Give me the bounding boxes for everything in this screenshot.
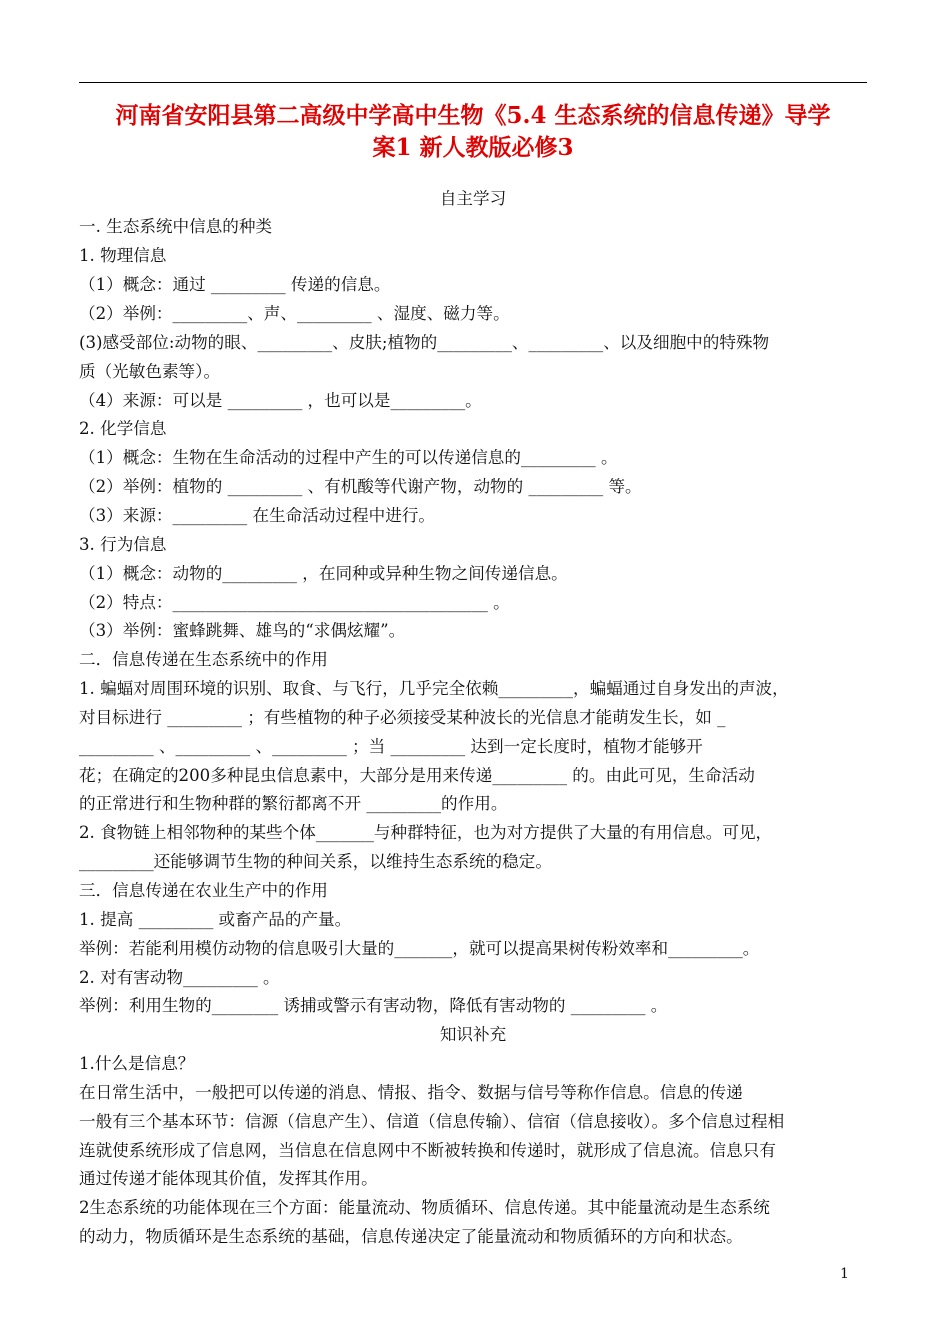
page-number: 1: [840, 1266, 849, 1282]
text-line: 对目标进行 _________ ；有些植物的种子必须接受某种波长的光信息才能萌发生长，如 _: [79, 708, 726, 727]
text-line: 3. 行为信息: [79, 535, 167, 554]
text-line: （4）来源：可以是 _________ ，也可以是_________。: [79, 391, 482, 410]
doc-title-line1: 河南省安阳县第二高级中学高中生物《5.4 生态系统的信息传递》导学: [115, 102, 831, 129]
header-rule: [79, 82, 867, 83]
text-line: （2）举例：_________、声、_________ 、湿度、磁力等。: [79, 304, 510, 323]
knowledge-line: 通过传递才能体现其价值，发挥其作用。: [79, 1169, 378, 1188]
text-line: （1）概念：生物在生命活动的过程中产生的可以传递信息的_________ 。: [79, 448, 618, 467]
text-line: 二．信息传递在生态系统中的作用: [79, 650, 328, 669]
text-line: 1. 蝙蝠对周围环境的识别、取食、与飞行，几乎完全依赖_________，蝙蝠通过自身发出的声波，: [79, 679, 789, 698]
knowledge-line: 1.什么是信息？: [79, 1054, 195, 1073]
knowledge-line: 在日常生活中，一般把可以传递的消息、情报、指令、数据与信号等称作信息。信息的传递: [79, 1083, 743, 1102]
text-line: 2. 化学信息: [79, 419, 167, 438]
text-line: 1. 提高 _________ 或畜产品的产量。: [79, 910, 352, 929]
text-line: _________还能够调节生物的种间关系，以维持生态系统的稳定。: [79, 852, 552, 871]
text-line: 1. 物理信息: [79, 246, 167, 265]
section-heading-self-study: 自主学习: [439, 189, 507, 208]
text-line: 2. 食物链上相邻物种的某些个体_______与种群特征，也为对方提供了大量的有用信息。可见，: [79, 823, 773, 842]
text-line: （2）举例：植物的 _________ 、有机酸等代谢产物，动物的 _________ 等。: [79, 477, 642, 496]
knowledge-line: 2生态系统的功能体现在三个方面：能量流动、物质循环、信息传递。其中能量流动是生态系统: [79, 1198, 770, 1217]
section-heading-knowledge: 知识补充: [439, 1025, 507, 1044]
text-line: _________ 、_________ 、_________ ；当 _________ 达到一定长度时，植物才能够开: [79, 737, 703, 756]
text-line: 举例：若能利用模仿动物的信息吸引大量的_______，就可以提高果树传粉效率和_________。: [79, 939, 760, 958]
text-line: 的正常进行和生物种群的繁衍都离不开 _________的作用。: [79, 794, 508, 813]
text-line: 花；在确定的200多种昆虫信息素中，大部分是用来传递_________ 的。由此可见，生命活动: [79, 766, 755, 785]
knowledge-line: 连就使系统形成了信息网，当信息在信息网中不断被转换和传递时，就形成了信息流。信息只有: [79, 1141, 776, 1160]
text-line: （3）来源：_________ 在生命活动过程中进行。: [79, 506, 436, 525]
knowledge-line: 一般有三个基本环节：信源（信息产生）、信道（信息传输）、信宿（信息接收）。多个信息过程相: [79, 1112, 785, 1131]
text-line: (3)感受部位:动物的眼、_________、皮肤;植物的_________、_________、以及细胞中的特殊物: [79, 333, 770, 352]
text-line: 举例：利用生物的________ 诱捕或警示有害动物，降低有害动物的 _________ 。: [79, 996, 668, 1015]
text-line: 质（光敏色素等）。: [79, 362, 221, 381]
doc-title-line2: 案1 新人教版必修3: [372, 134, 574, 161]
text-line: 2. 对有害动物_________ 。: [79, 968, 280, 987]
text-line: （3）举例：蜜蜂跳舞、雄鸟的“求偶炫耀”。: [79, 621, 406, 640]
text-line: （2）特点：______________________________________ 。: [79, 593, 510, 612]
text-line: （1）概念：动物的_________ ，在同种或异种生物之间传递信息。: [79, 564, 568, 583]
text-line: （1）概念：通过 _________ 传递的信息。: [79, 275, 391, 294]
knowledge-line: 的动力，物质循环是生态系统的基础，信息传递决定了能量流动和物质循环的方向和状态。: [79, 1227, 743, 1246]
text-line: 一. 生态系统中信息的种类: [79, 217, 273, 236]
text-line: 三．信息传递在农业生产中的作用: [79, 881, 328, 900]
